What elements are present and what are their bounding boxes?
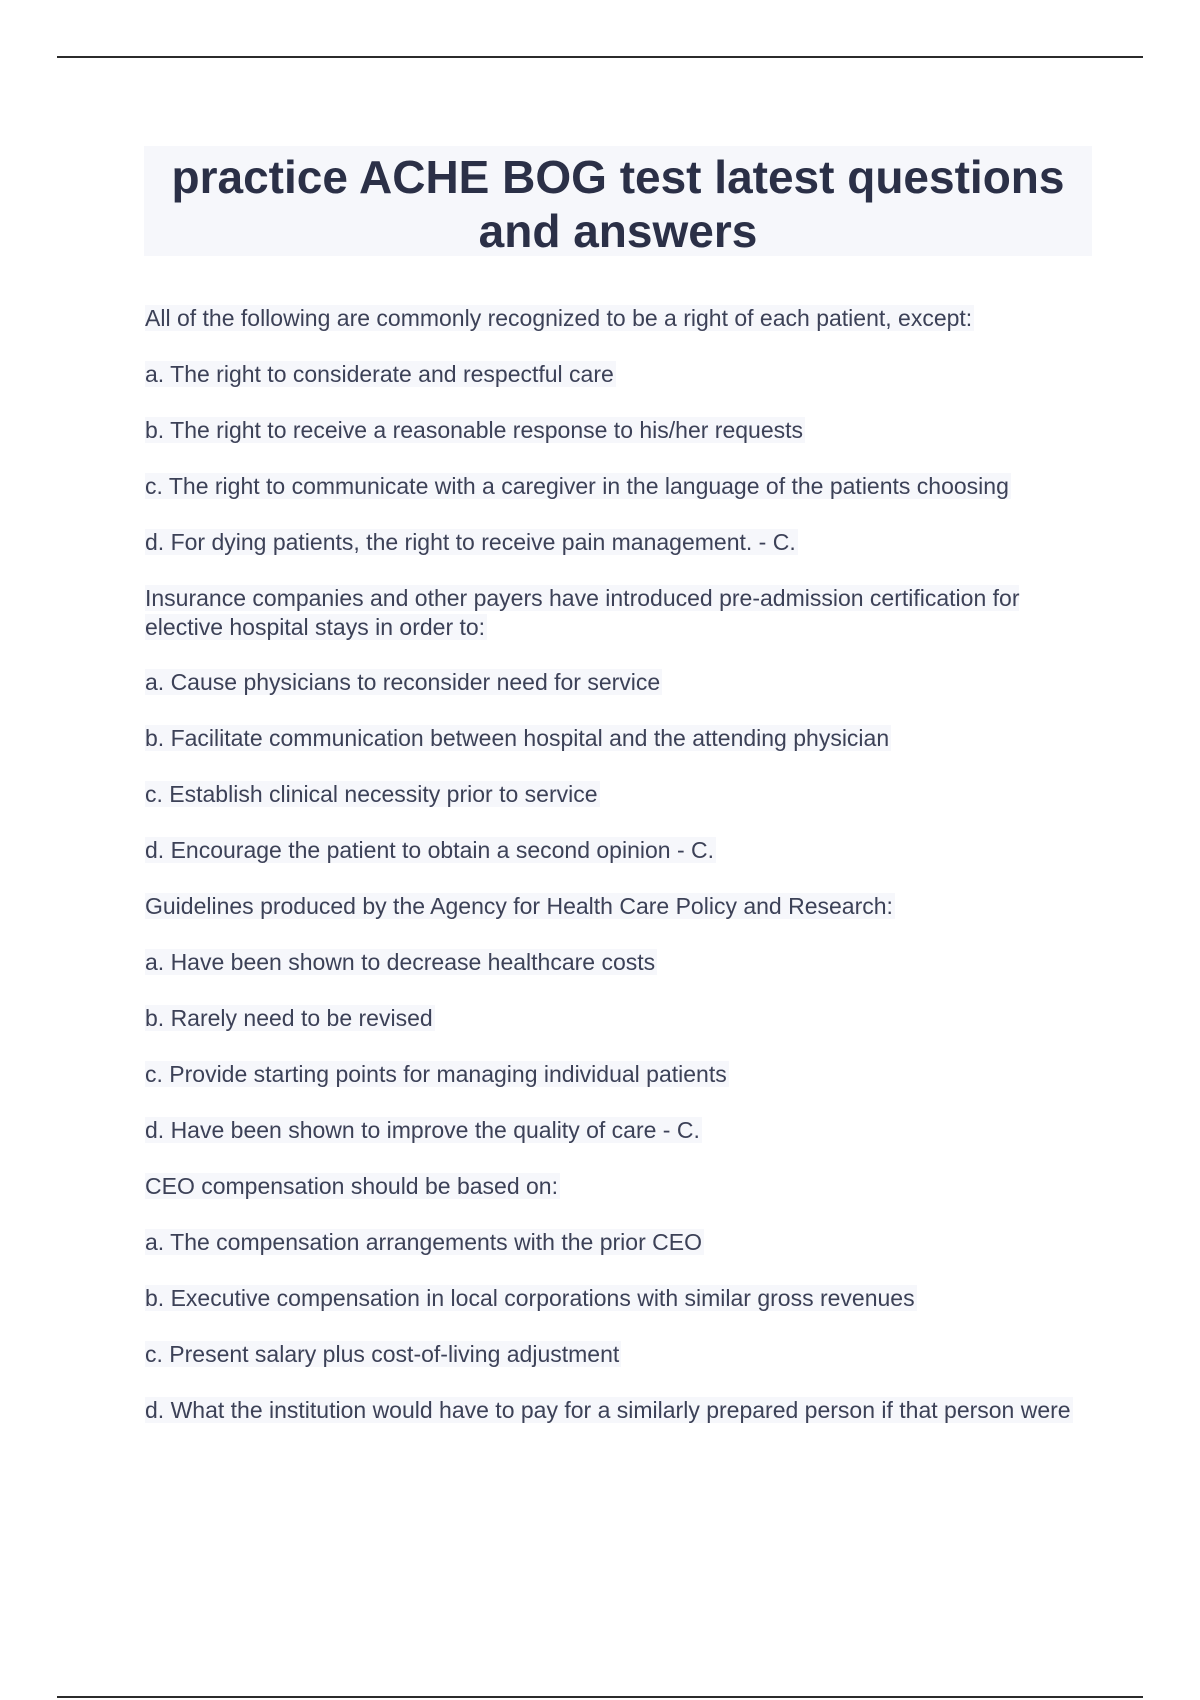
question-3-option-a: a. Have been shown to decrease healthcare costs [145,949,656,975]
question-1-option-b: b. The right to receive a reasonable response to his/her requests [145,417,804,443]
document-title [144,150,1092,258]
question-3-option-c: c. Provide starting points for managing individual patients [145,1061,727,1087]
question-4-option-d: d. What the institution would have to pay for a similarly prepared person if that person were [145,1397,1071,1423]
top-rule [57,56,1143,58]
question-1-option-d: d. For dying patients, the right to receive pain management. - C. [145,529,796,555]
question-2-option-d: d. Encourage the patient to obtain a second opinion - C. [145,837,715,863]
question-4-option-b: b. Executive compensation in local corporations with similar gross revenues [145,1285,915,1311]
title-block [144,146,1092,256]
question-2-option-b: b. Facilitate communication between hospital and the attending physician [145,725,890,751]
question-2-option-c: c. Establish clinical necessity prior to service [145,781,598,807]
question-4-text: CEO compensation should be based on: [145,1173,558,1199]
question-3-option-d: d. Have been shown to improve the quality of care - C. [145,1117,700,1143]
question-3-option-b: b. Rarely need to be revised [145,1005,433,1031]
bottom-rule [57,1696,1143,1698]
question-3-text: Guidelines produced by the Agency for Health Care Policy and Research: [145,893,893,919]
question-4-option-c: c. Present salary plus cost-of-living adjustment [145,1341,620,1367]
document-body [145,304,1090,1480]
question-1-option-c: c. The right to communicate with a caregiver in the language of the patients choosing [145,473,1009,499]
question-1-text: All of the following are commonly recognized to be a right of each patient, except: [145,305,973,331]
question-2-option-a: a. Cause physicians to reconsider need for service [145,669,661,695]
title-line-2: and answers [478,205,758,257]
question-1-option-a: a. The right to considerate and respectful care [145,361,614,387]
title-line-1: practice ACHE BOG test latest questions [171,151,1065,203]
question-4-option-a: a. The compensation arrangements with the prior CEO [145,1229,702,1255]
question-2-text: Insurance companies and other payers have introduced pre-admission certification for elective hospital stays in order to: [145,585,1020,640]
